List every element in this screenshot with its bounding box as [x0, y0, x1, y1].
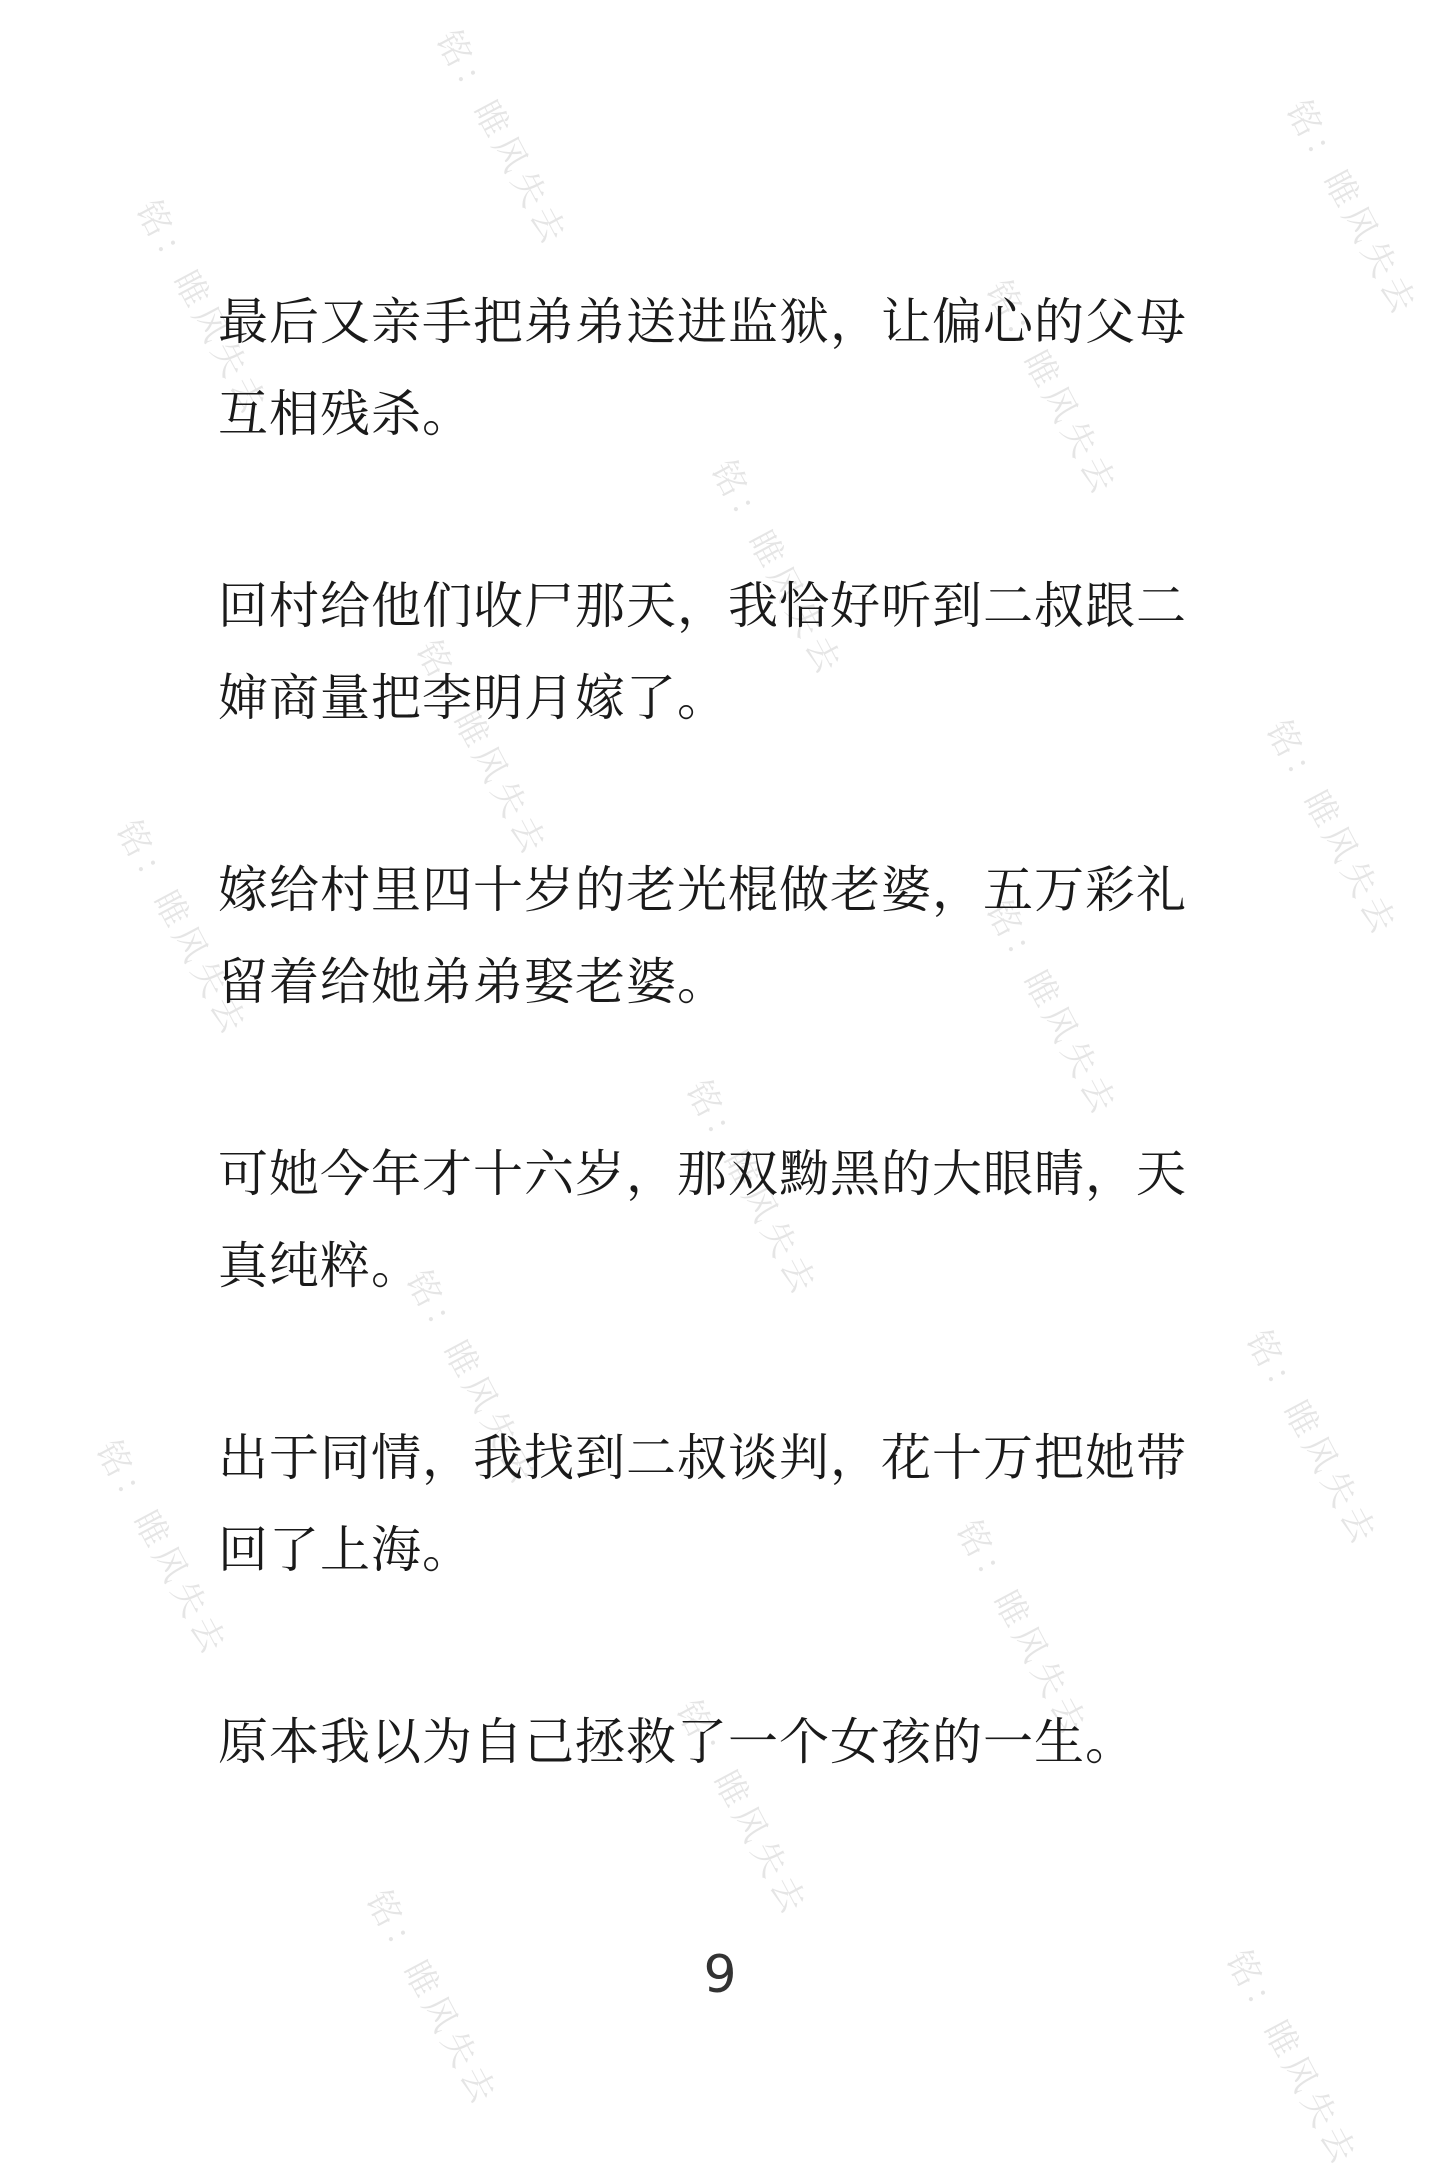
story-text [218, 276, 1228, 1888]
paragraph: 最后又亲手把弟弟送进监狱，让偏心的父母互相残杀。 [218, 293, 1187, 443]
watermark: 铭：睢风失去 [407, 633, 556, 865]
watermark: 铭：睢风失去 [1217, 1943, 1366, 2175]
watermark: 铭：睢风失去 [702, 453, 851, 685]
watermark: 铭：睢风失去 [397, 1263, 546, 1495]
paragraph: 回村给他们收尸那天，我恰好听到二叔跟二婶商量把李明月嫁了。 [218, 577, 1187, 727]
watermark: 铭：睢风失去 [977, 893, 1126, 1125]
watermark: 铭：睢风失去 [357, 1883, 506, 2115]
watermark: 铭：睢风失去 [667, 1693, 816, 1925]
paragraph: 可她今年才十六岁，那双黝黑的大眼睛，天真纯粹。 [218, 1145, 1187, 1295]
paragraph: 原本我以为自己拯救了一个女孩的一生。 [218, 1713, 1136, 1771]
watermark: 铭：睢风失去 [1277, 93, 1426, 325]
watermark: 铭：睢风失去 [87, 1433, 236, 1665]
page-number: 9 [703, 1945, 737, 2005]
watermark: 铭：睢风失去 [947, 1513, 1096, 1745]
watermark: 铭：睢风失去 [1237, 1323, 1386, 1555]
watermark: 铭：睢风失去 [127, 193, 276, 425]
watermark: 铭：睢风失去 [1257, 713, 1406, 945]
watermark: 铭：睢风失去 [977, 273, 1126, 505]
watermark: 铭：睢风失去 [677, 1073, 826, 1305]
paragraph: 嫁给村里四十岁的老光棍做老婆，五万彩礼留着给她弟弟娶老婆。 [218, 861, 1187, 1011]
watermark: 铭：睢风失去 [107, 813, 256, 1045]
watermark: 铭：睢风失去 [427, 23, 576, 255]
paragraph: 出于同情，我找到二叔谈判，花十万把她带回了上海。 [218, 1429, 1187, 1579]
